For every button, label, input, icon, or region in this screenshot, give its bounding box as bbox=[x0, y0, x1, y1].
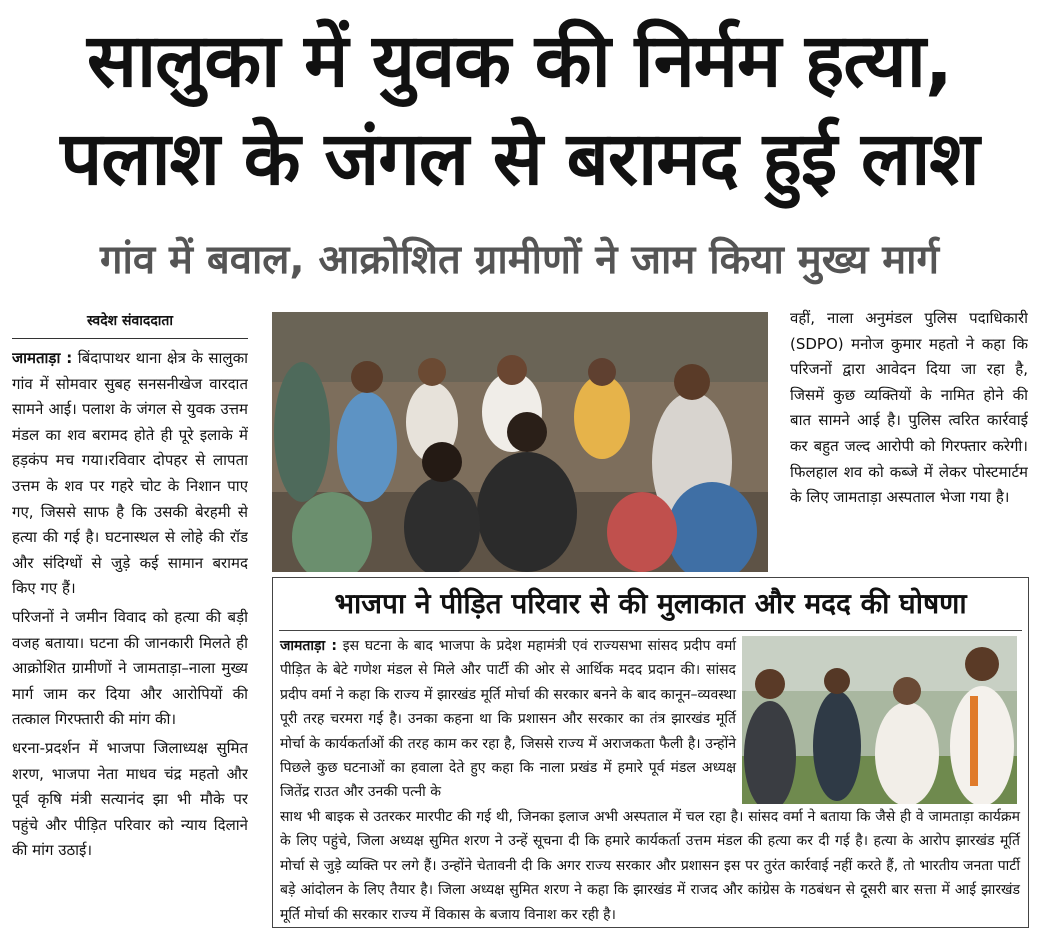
box-para-2: साथ भी बाइक से उतरकर मारपीट की गई थी, जिनका इलाज अभी अस्पताल में चल रहा है। सांसद वर्मा ने बताया कि जैसे ही वे जामताड़ा कार्यक्रम के लिए पहुंचे, जिला अध्यक्ष सुमित शरण ने उन्हें सूचना दी कि हमारे कार्यकर्ता उत्तम मंडल की हत्या कर दी गई है। हत्या के आरोप झारखंड मूर्ति मोर्चा से जुड़े व्यक्ति पर लगे हैं। उन्होंने चेतावनी दी कि अगर राज्य सरकार और प्रशासन इस पर तुरंत कार्रवाई नहीं करते हैं, तो भारतीय जनता पार्टी बड़े आंदोलन के लिए तैयार है। जिला अध्यक्ष सुमित शरण ने कहा कि झारखंड में राजद और कांग्रेस के गठबंधन से दूसरी बार सत्ता में आई झारखंड मूर्ति मोर्चा की सरकार राज्य में विकास के बजाय विनाश कर रही है। bbox=[280, 809, 1020, 923]
box-para-1 bbox=[280, 634, 736, 805]
crowd-photo-illustration bbox=[272, 312, 768, 572]
left-column bbox=[12, 346, 248, 926]
dateline: जामताड़ा : bbox=[12, 349, 73, 367]
meeting-photo-illustration bbox=[742, 636, 1017, 804]
byline: स्वदेश संवाददाता bbox=[12, 310, 248, 339]
subheading: गांव में बवाल, आक्रोशित ग्रामीणों ने जाम किया मुख्य मार्ग bbox=[99, 237, 940, 283]
headline-line-1: सालुका में युवक की निर्मम हत्या, bbox=[86, 18, 952, 104]
box-dateline: जामताड़ा : bbox=[280, 638, 337, 654]
left-para-2: परिजनों ने जमीन विवाद को हत्या की बड़ी वजह बताया। घटना की जानकारी मिलते ही आक्रोशित ग्रामीणों ने जामताड़ा–नाला मुख्य मार्ग जाम कर दिया और आरोपियों की तत्काल गिरफ्तारी की मांग की। bbox=[12, 607, 248, 729]
right-para: वहीं, नाला अनुमंडल पुलिस पदाधिकारी (SDPO) मनोज कुमार महतो ने कहा कि परिजनों द्वारा आवेदन दिया जा रहा है, जिसमें कुछ व्यक्तियों के नामित होने की बात सामने आई है। पुलिस त्वरित कार्रवाई कर बहुत जल्द आरोपी को गिरफ्तार करेगी। फिलहाल शव को कब्जे में लेकर पोस्टमार्टम के लिए जामताड़ा अस्पताल भेजा गया है। bbox=[790, 309, 1028, 507]
box-text-full-width bbox=[280, 805, 1020, 927]
box-divider bbox=[279, 630, 1022, 631]
left-para-1 bbox=[12, 346, 248, 602]
left-para-3: धरना-प्रदर्शन में भाजपा जिलाध्यक्ष सुमित शरण, भाजपा नेता माधव चंद्र महतो और पूर्व कृषि मंत्री सत्यानंद झा भी मौके पर पहुंचे और पीड़ित परिवार को न्याय दिलाने की मांग उठाई। bbox=[12, 738, 248, 860]
headline-line-2: पलाश के जंगल से बरामद हुई लाश bbox=[60, 116, 979, 202]
box-title: भाजपा ने पीड़ित परिवार से की मुलाकात और मदद की घोषणा bbox=[334, 587, 967, 620]
right-column bbox=[790, 306, 1028, 574]
box-para-1-text: इस घटना के बाद भाजपा के प्रदेश महामंत्री एवं राज्यसभा सांसद प्रदीप वर्मा पीड़ित के बेटे गणेश मंडल से मिले और पार्टी की ओर से आर्थिक मदद प्रदान की। सांसद प्रदीप वर्मा ने कहा कि राज्य में झारखंड मूर्ति मोर्चा की सरकार बनने के बाद कानून–व्यवस्था पूरी तरह चरमरा गई है। उनका कहना था कि प्रशासन और सरकार का तंत्र झारखंड मूर्ति मोर्चा के कार्यकर्ताओं की तरह काम कर रहा है, जिससे राज्य में अराजकता फैली है। उन्होंने पिछले कुछ घटनाओं का हवाला देते हुए कहा कि नाला प्रखंड में हमारे पूर्व मंडल अध्यक्ष जितेंद्र राउत और उनकी पत्नी के bbox=[280, 638, 736, 801]
news-photo-crowd bbox=[272, 312, 768, 572]
left-para-1-text: बिंदापाथर थाना क्षेत्र के सालुका गांव में सोमवार सुबह सनसनीखेज वारदात सामने आई। पलाश के जंगल से युवक उत्तम मंडल का शव बरामद होते ही पूरे इलाके में हड़कंप मच गया।रविवार दोपहर से लापता उत्तम के शव पर गहरे चोट के निशान पाए गए, जिससे साफ है कि उसकी बेरहमी से हत्या की गई है। घटनास्थल से लोहे की रॉड और संदिग्धों से जुड़े कई सामान बरामद किए गए हैं। bbox=[12, 349, 248, 598]
box-text-beside-photo bbox=[280, 634, 736, 805]
news-photo-meeting bbox=[742, 636, 1017, 804]
